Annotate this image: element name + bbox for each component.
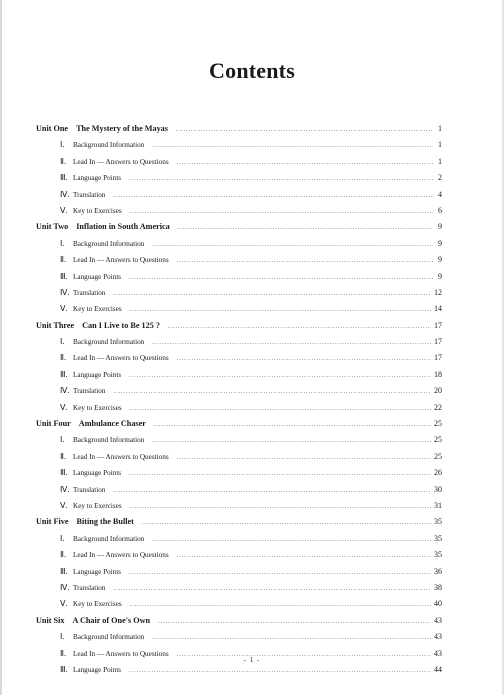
page-number: 25	[434, 451, 442, 461]
toc-section-row	[36, 580, 442, 596]
toc-unit-row	[36, 121, 442, 137]
dot-leader	[168, 319, 431, 335]
toc-unit-row	[36, 219, 442, 235]
toc-section-row	[36, 137, 442, 153]
page-number: 2	[438, 173, 442, 183]
section-numeral: Ⅲ.	[60, 566, 68, 576]
toc-unit-row	[36, 613, 442, 629]
dot-leader	[177, 450, 431, 466]
section-numeral: Ⅱ.	[60, 156, 66, 166]
section-label: Background Information	[73, 436, 145, 445]
section-heading	[60, 383, 105, 399]
dot-leader	[152, 138, 433, 154]
page-number: 1	[438, 124, 442, 133]
section-numeral: Ⅳ.	[60, 386, 70, 396]
section-heading	[60, 400, 122, 416]
toc-section-row	[36, 301, 442, 317]
page-number: 43	[434, 648, 442, 658]
dot-leader	[152, 433, 431, 449]
toc-section-row	[36, 482, 442, 498]
dot-leader	[113, 384, 431, 400]
section-label: Language Points	[73, 469, 122, 478]
dot-leader	[129, 368, 431, 384]
section-numeral: Ⅰ.	[60, 238, 65, 248]
toc-section-row	[36, 400, 442, 416]
section-heading	[60, 449, 169, 465]
page-number: 35	[434, 517, 442, 527]
dot-leader	[130, 204, 433, 220]
page-number: 17	[434, 353, 442, 363]
section-heading	[60, 564, 121, 580]
section-label: Language Points	[73, 174, 122, 183]
unit-heading	[36, 514, 134, 530]
page-number: 20	[434, 386, 442, 396]
section-label: Lead In — Answers to Questions	[73, 649, 169, 658]
toc-section-row	[36, 269, 442, 285]
section-heading	[60, 482, 105, 498]
section-numeral: Ⅴ.	[60, 205, 68, 215]
section-heading	[60, 547, 169, 563]
toc-section-row	[36, 187, 442, 203]
dot-leader	[152, 532, 431, 548]
section-heading	[60, 252, 169, 268]
section-heading	[60, 580, 105, 596]
section-heading	[60, 350, 169, 366]
unit-name: Unit One	[36, 124, 69, 133]
section-numeral: Ⅰ.	[60, 140, 65, 150]
section-heading	[60, 334, 144, 350]
section-label: Translation	[73, 288, 106, 297]
unit-title: Can I Live to Be 125 ?	[82, 320, 160, 330]
section-heading	[60, 629, 144, 645]
section-label: Key to Exercises	[73, 206, 122, 215]
section-numeral: Ⅱ.	[60, 648, 66, 658]
unit-name: Unit Three	[36, 320, 75, 330]
page-number: 31	[434, 500, 442, 510]
page-number-footer: - 1 -	[243, 656, 261, 664]
section-numeral: Ⅱ.	[60, 353, 66, 363]
section-heading	[60, 465, 121, 481]
section-label: Key to Exercises	[73, 600, 122, 609]
section-label: Translation	[73, 485, 106, 494]
page-number: 25	[434, 419, 442, 429]
section-label: Background Information	[73, 633, 145, 642]
toc-section-row	[36, 547, 442, 563]
section-numeral: Ⅲ.	[60, 664, 68, 674]
unit-title: The Mystery of the Mayas	[76, 124, 168, 133]
section-label: Translation	[73, 190, 106, 199]
section-heading	[60, 203, 122, 219]
toc-section-row	[36, 154, 442, 170]
dot-leader	[129, 171, 433, 187]
toc-section-row	[36, 334, 442, 350]
page-number: 26	[434, 468, 442, 478]
page-number: 6	[438, 205, 442, 215]
dot-leader	[178, 220, 433, 236]
toc-section-row	[36, 432, 442, 448]
section-numeral: Ⅳ.	[60, 484, 70, 494]
section-heading	[60, 187, 105, 203]
section-numeral: Ⅱ.	[60, 255, 66, 265]
section-numeral: Ⅳ.	[60, 189, 70, 199]
section-heading	[60, 498, 122, 514]
dot-leader	[130, 302, 431, 318]
page-number: 38	[434, 582, 442, 592]
toc-section-row	[36, 596, 442, 612]
unit-title: Biting the Bullet	[76, 517, 134, 527]
page-number: 35	[434, 550, 442, 560]
toc-section-row	[36, 252, 442, 268]
section-heading	[60, 367, 121, 383]
unit-heading	[36, 416, 146, 432]
toc-section-row	[36, 203, 442, 219]
section-label: Key to Exercises	[73, 305, 122, 314]
section-numeral: Ⅴ.	[60, 402, 68, 412]
toc-section-row	[36, 564, 442, 580]
page-number: 12	[434, 287, 442, 297]
toc-section-row	[36, 449, 442, 465]
section-numeral: Ⅰ.	[60, 435, 65, 445]
unit-name: Unit Two	[36, 222, 69, 232]
unit-name: Unit Five	[36, 517, 69, 527]
dot-leader	[113, 483, 431, 499]
page-title: Contents	[209, 58, 295, 83]
dot-leader	[154, 417, 431, 433]
section-label: Lead In — Answers to Questions	[73, 551, 169, 560]
dot-leader	[129, 565, 431, 581]
page-number: 43	[434, 615, 442, 625]
section-numeral: Ⅲ.	[60, 271, 68, 281]
toc-section-row	[36, 662, 442, 678]
section-label: Key to Exercises	[73, 501, 122, 510]
page-number: 9	[438, 238, 442, 248]
page-number: 9	[438, 255, 442, 265]
section-label: Language Points	[73, 665, 122, 674]
unit-heading	[36, 219, 170, 235]
section-label: Language Points	[73, 370, 122, 379]
page-number: 30	[434, 484, 442, 494]
section-numeral: Ⅱ.	[60, 451, 66, 461]
section-heading	[60, 269, 121, 285]
unit-heading	[36, 318, 160, 334]
dot-leader	[152, 237, 433, 253]
dot-leader	[129, 270, 433, 286]
section-label: Lead In — Answers to Questions	[73, 452, 169, 461]
unit-heading	[36, 613, 150, 629]
unit-name: Unit Six	[36, 615, 65, 625]
dot-leader	[177, 253, 433, 269]
section-heading	[60, 285, 105, 301]
page-number: 44	[434, 664, 442, 674]
toc-section-row	[36, 531, 442, 547]
section-numeral: Ⅰ.	[60, 533, 65, 543]
scan-edge-left	[0, 0, 2, 695]
section-numeral: Ⅱ.	[60, 550, 66, 560]
unit-title: Ambulance Chaser	[78, 419, 146, 429]
section-numeral: Ⅳ.	[60, 287, 70, 297]
toc-section-row	[36, 350, 442, 366]
section-label: Translation	[73, 583, 106, 592]
section-label: Lead In — Answers to Questions	[73, 354, 169, 363]
dot-leader	[152, 335, 431, 351]
unit-title: Inflation in South America	[76, 222, 170, 232]
section-label: Background Information	[73, 239, 145, 248]
section-heading	[60, 531, 144, 547]
section-label: Background Information	[73, 534, 145, 543]
section-label: Lead In — Answers to Questions	[73, 256, 169, 265]
dot-leader	[177, 548, 431, 564]
section-heading	[60, 170, 121, 186]
page-number: 36	[434, 566, 442, 576]
page-number: 1	[438, 140, 442, 150]
page-number: 9	[438, 222, 442, 232]
page-number: 17	[434, 320, 442, 330]
page-number: 43	[434, 632, 442, 642]
toc-unit-row	[36, 318, 442, 334]
section-heading	[60, 154, 169, 170]
page-number: 35	[434, 533, 442, 543]
page-number: 4	[438, 189, 442, 199]
toc-section-row	[36, 383, 442, 399]
section-label: Language Points	[73, 567, 122, 576]
toc-unit-row	[36, 514, 442, 530]
dot-leader	[176, 122, 433, 138]
section-heading	[60, 301, 122, 317]
section-numeral: Ⅲ.	[60, 173, 68, 183]
page-number: 40	[434, 599, 442, 609]
toc-section-row	[36, 236, 442, 252]
section-numeral: Ⅰ.	[60, 632, 65, 642]
dot-leader	[130, 401, 431, 417]
page-number: 22	[434, 402, 442, 412]
dot-leader	[130, 499, 431, 515]
section-heading	[60, 432, 144, 448]
section-label: Language Points	[73, 272, 122, 281]
dot-leader	[177, 155, 433, 171]
toc-section-row	[36, 465, 442, 481]
toc-section-row	[36, 170, 442, 186]
section-numeral: Ⅲ.	[60, 468, 68, 478]
section-label: Background Information	[73, 141, 145, 150]
toc-section-row	[36, 285, 442, 301]
dot-leader	[142, 515, 431, 531]
section-label: Key to Exercises	[73, 403, 122, 412]
section-heading	[60, 236, 144, 252]
page-number: 17	[434, 337, 442, 347]
section-numeral: Ⅴ.	[60, 500, 68, 510]
section-label: Lead In — Answers to Questions	[73, 157, 169, 166]
unit-heading	[36, 121, 168, 137]
table-of-contents	[36, 121, 442, 678]
unit-title: A Chair of One's Own	[72, 615, 151, 625]
section-heading	[60, 662, 121, 678]
dot-leader	[113, 188, 433, 204]
page-number: 1	[438, 156, 442, 166]
dot-leader	[129, 466, 431, 482]
unit-name: Unit Four	[36, 419, 71, 429]
page-number: 14	[434, 304, 442, 314]
dot-leader	[158, 614, 431, 630]
dot-leader	[113, 286, 431, 302]
toc-unit-row	[36, 416, 442, 432]
section-numeral: Ⅲ.	[60, 369, 68, 379]
toc-section-row	[36, 629, 442, 645]
toc-section-row	[36, 367, 442, 383]
section-numeral: Ⅴ.	[60, 599, 68, 609]
page-number: 9	[438, 271, 442, 281]
section-heading	[60, 137, 144, 153]
section-numeral: Ⅳ.	[60, 582, 70, 592]
dot-leader	[130, 597, 431, 613]
section-numeral: Ⅰ.	[60, 337, 65, 347]
section-label: Background Information	[73, 338, 145, 347]
toc-section-row	[36, 498, 442, 514]
page-number: 18	[434, 369, 442, 379]
page-number: 25	[434, 435, 442, 445]
dot-leader	[177, 351, 431, 367]
section-heading	[60, 596, 122, 612]
section-numeral: Ⅴ.	[60, 304, 68, 314]
section-label: Translation	[73, 387, 106, 396]
dot-leader	[129, 663, 431, 679]
dot-leader	[113, 581, 431, 597]
dot-leader	[152, 630, 431, 646]
